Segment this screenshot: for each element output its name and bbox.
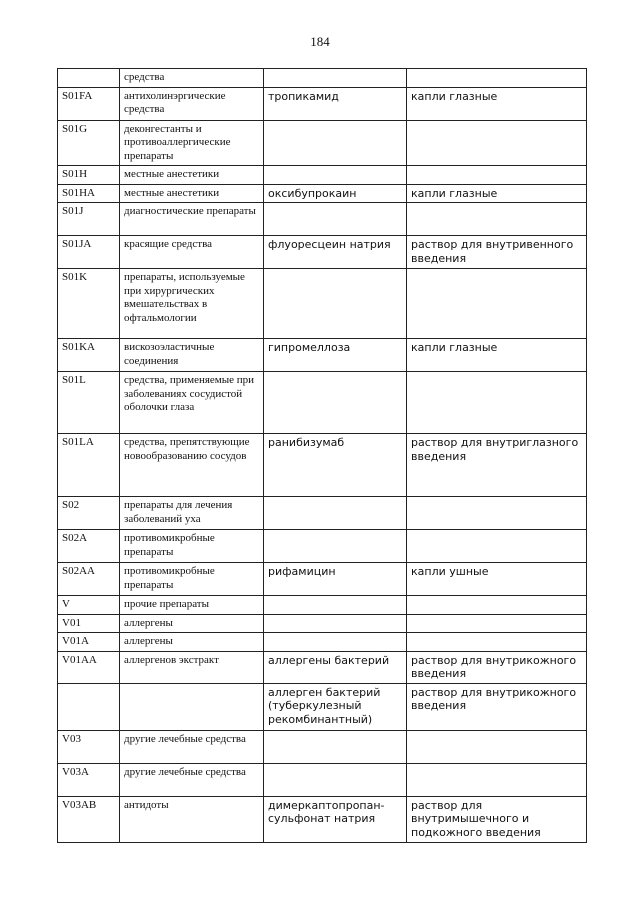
dosage-form-cell: [407, 166, 587, 185]
table-row: [58, 633, 587, 652]
atc-code-cell: S01JA: [58, 236, 120, 269]
drug-name-cell: [264, 120, 407, 166]
drug-name-cell: [264, 633, 407, 652]
group-name-cell: антидоты: [120, 796, 264, 842]
drug-name-cell: рифамицин: [264, 563, 407, 596]
atc-code-cell: V03AB: [58, 796, 120, 842]
table-row: [58, 203, 587, 236]
atc-code-cell: S02A: [58, 530, 120, 563]
group-name-cell: средства, препятствующие новообразованию сосудов: [120, 434, 264, 497]
table-row: [58, 120, 587, 166]
dosage-form-cell: [407, 614, 587, 633]
group-name-cell: аллергены: [120, 633, 264, 652]
dosage-form-cell: [407, 120, 587, 166]
group-name-cell: вискозоэластичные соединения: [120, 339, 264, 372]
dosage-form-cell: раствор для внутрикожного введения: [407, 683, 587, 730]
drug-name-cell: [264, 497, 407, 530]
group-name-cell: местные анестетики: [120, 166, 264, 185]
table-row: [58, 184, 587, 203]
atc-code-cell: S01KA: [58, 339, 120, 372]
drug-table: [57, 68, 587, 843]
page-number: 184: [310, 34, 330, 49]
atc-code-cell: S02AA: [58, 563, 120, 596]
table-row: [58, 372, 587, 434]
dosage-form-cell: [407, 763, 587, 796]
dosage-form-cell: [407, 269, 587, 339]
dosage-form-cell: [407, 530, 587, 563]
group-name-cell: [120, 683, 264, 730]
group-name-cell: аллергенов экстракт: [120, 651, 264, 683]
drug-name-cell: гипромеллоза: [264, 339, 407, 372]
group-name-cell: антихолинэргические средства: [120, 87, 264, 120]
drug-name-cell: [264, 372, 407, 434]
atc-code-cell: S01L: [58, 372, 120, 434]
dosage-form-cell: [407, 497, 587, 530]
group-name-cell: деконгестанты и противоаллергические препараты: [120, 120, 264, 166]
dosage-form-cell: раствор для внутриглазного введения: [407, 434, 587, 497]
drug-name-cell: оксибупрокаин: [264, 184, 407, 203]
group-name-cell: средства: [120, 69, 264, 88]
drug-name-cell: аллерген бактерий (туберкулезный рекомбинантный): [264, 683, 407, 730]
table-row: [58, 763, 587, 796]
table-row: [58, 166, 587, 185]
table-row: [58, 563, 587, 596]
drug-name-cell: димеркаптопропан-сульфонат натрия: [264, 796, 407, 842]
dosage-form-cell: [407, 730, 587, 763]
atc-code-cell: V03: [58, 730, 120, 763]
table-row: [58, 434, 587, 497]
atc-code-cell: [58, 69, 120, 88]
drug-name-cell: [264, 596, 407, 615]
group-name-cell: препараты для лечения заболеваний уха: [120, 497, 264, 530]
drug-name-cell: тропикамид: [264, 87, 407, 120]
atc-code-cell: S01G: [58, 120, 120, 166]
drug-name-cell: [264, 530, 407, 563]
atc-code-cell: S02: [58, 497, 120, 530]
drug-name-cell: [264, 69, 407, 88]
dosage-form-cell: [407, 596, 587, 615]
group-name-cell: противомикробные препараты: [120, 563, 264, 596]
group-name-cell: препараты, используемые при хирургических вмешательствах в офтальмологии: [120, 269, 264, 339]
group-name-cell: красящие средства: [120, 236, 264, 269]
atc-code-cell: V01A: [58, 633, 120, 652]
drug-name-cell: [264, 614, 407, 633]
dosage-form-cell: [407, 633, 587, 652]
dosage-form-cell: раствор для внутривенного введения: [407, 236, 587, 269]
drug-name-cell: [264, 763, 407, 796]
table-row: [58, 796, 587, 842]
group-name-cell: противомикробные препараты: [120, 530, 264, 563]
dosage-form-cell: [407, 372, 587, 434]
table-row: [58, 614, 587, 633]
drug-name-cell: [264, 269, 407, 339]
group-name-cell: средства, применяемые при заболеваниях сосудистой оболочки глаза: [120, 372, 264, 434]
dosage-form-cell: капли ушные: [407, 563, 587, 596]
atc-code-cell: V03A: [58, 763, 120, 796]
table-row: [58, 236, 587, 269]
dosage-form-cell: капли глазные: [407, 87, 587, 120]
group-name-cell: аллергены: [120, 614, 264, 633]
table-row: [58, 683, 587, 730]
table-row: [58, 730, 587, 763]
table-row: [58, 269, 587, 339]
atc-code-cell: S01J: [58, 203, 120, 236]
drug-name-cell: [264, 203, 407, 236]
table-row: [58, 596, 587, 615]
atc-code-cell: S01FA: [58, 87, 120, 120]
table-row: [58, 651, 587, 683]
atc-code-cell: V: [58, 596, 120, 615]
dosage-form-cell: раствор для внутримышечного и подкожного введения: [407, 796, 587, 842]
table-row: [58, 87, 587, 120]
group-name-cell: другие лечебные средства: [120, 763, 264, 796]
table-row: [58, 69, 587, 88]
dosage-form-cell: капли глазные: [407, 339, 587, 372]
atc-code-cell: S01LA: [58, 434, 120, 497]
atc-code-cell: [58, 683, 120, 730]
drug-name-cell: [264, 730, 407, 763]
table-body: [58, 69, 587, 843]
group-name-cell: другие лечебные средства: [120, 730, 264, 763]
drug-name-cell: ранибизумаб: [264, 434, 407, 497]
drug-name-cell: [264, 166, 407, 185]
dosage-form-cell: [407, 203, 587, 236]
atc-code-cell: V01: [58, 614, 120, 633]
atc-code-cell: S01K: [58, 269, 120, 339]
atc-code-cell: V01AA: [58, 651, 120, 683]
group-name-cell: прочие препараты: [120, 596, 264, 615]
table-row: [58, 530, 587, 563]
atc-code-cell: S01H: [58, 166, 120, 185]
drug-name-cell: аллергены бактерий: [264, 651, 407, 683]
drug-name-cell: флуоресцеин натрия: [264, 236, 407, 269]
dosage-form-cell: капли глазные: [407, 184, 587, 203]
table-row: [58, 497, 587, 530]
group-name-cell: местные анестетики: [120, 184, 264, 203]
group-name-cell: диагностические препараты: [120, 203, 264, 236]
table-row: [58, 339, 587, 372]
dosage-form-cell: [407, 69, 587, 88]
atc-code-cell: S01HA: [58, 184, 120, 203]
dosage-form-cell: раствор для внутрикожного введения: [407, 651, 587, 683]
